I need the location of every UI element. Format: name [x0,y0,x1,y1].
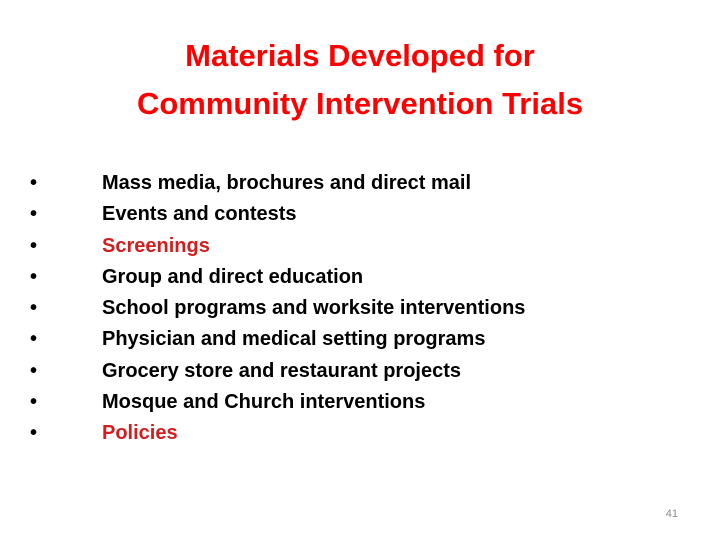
bullet-item [30,293,525,324]
bullet-icon: • [30,172,38,194]
bullet-list [30,168,525,450]
bullet-item [30,387,525,418]
slide-title-line-2: Community Intervention Trials [136,86,584,121]
bullet-item [30,231,525,262]
bullet-text: Grocery store and restaurant projects [102,359,462,382]
bullet-item [30,168,525,199]
bullet-icon: • [30,234,38,257]
bullet-text: Screenings [102,234,210,257]
slide-title-line-1: Materials Developed for [185,38,535,73]
bullet-icon: • [30,265,38,288]
bullet-icon: • [30,359,38,382]
bullet-text: Physician and medical setting programs [102,328,486,351]
bullet-icon: • [30,391,38,414]
bullet-text: Mass media, brochures and direct mail [102,172,472,194]
bullet-item [30,262,525,293]
bullet-item [30,199,525,230]
bullet-text: School programs and worksite interventions [102,297,526,320]
bullet-icon: • [30,203,38,226]
bullet-icon: • [30,328,38,351]
bullet-text: Events and contests [102,203,297,226]
bullet-item [30,324,525,355]
slide-number: 41 [665,508,678,520]
bullet-text: Policies [102,422,178,445]
bullet-item [30,356,525,387]
bullet-text: Mosque and Church interventions [102,391,426,414]
bullet-icon: • [30,422,38,445]
bullet-icon: • [30,297,38,320]
bullet-item [30,418,525,449]
bullet-text: Group and direct education [102,265,364,288]
slide-title [60,32,660,128]
